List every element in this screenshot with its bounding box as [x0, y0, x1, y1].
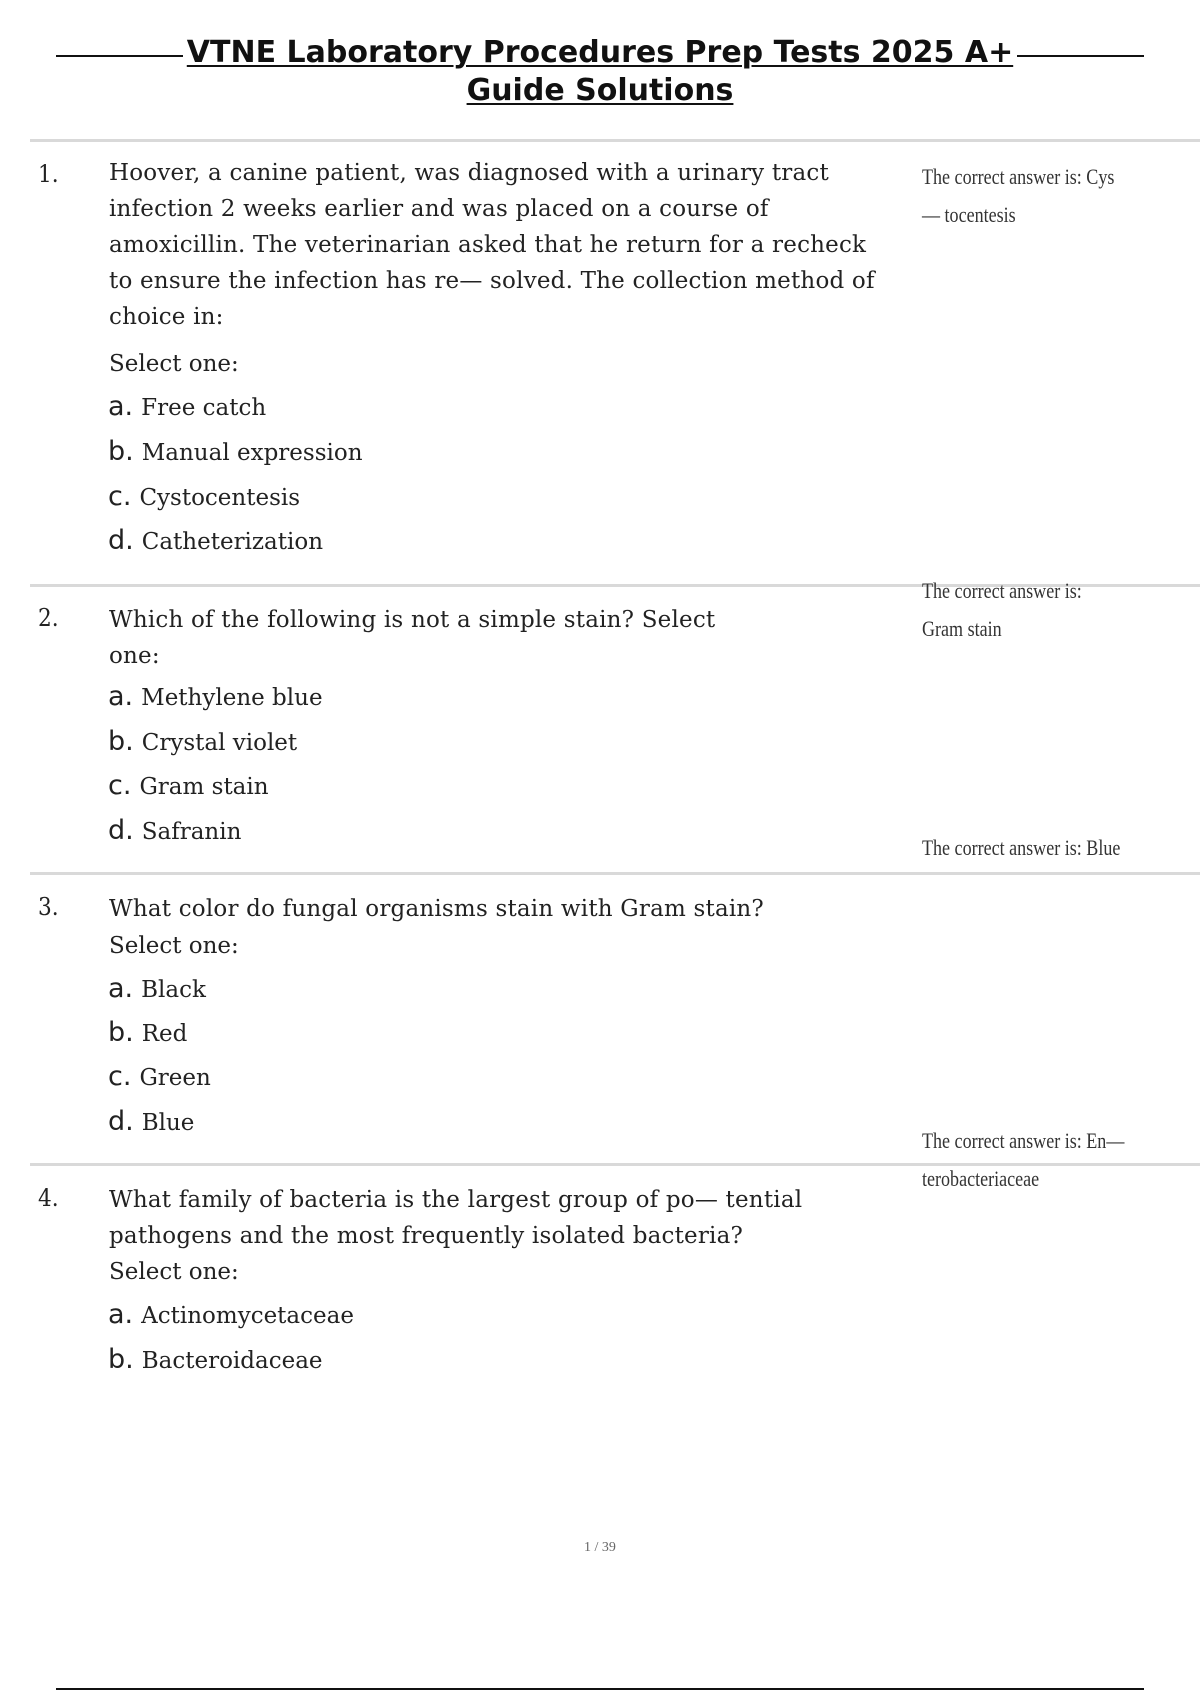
option-text: Free catch	[141, 395, 267, 421]
option-letter: c.	[108, 481, 132, 512]
question-2-answer: The correct answer is: Gram stain	[922, 578, 1082, 641]
question-2-option-a[interactable]	[108, 681, 323, 712]
option-text: Green	[139, 1065, 211, 1091]
option-letter: b.	[108, 436, 134, 467]
question-3-option-d[interactable]	[108, 1106, 194, 1137]
option-text: Crystal violet	[141, 730, 298, 756]
option-letter: d.	[108, 1106, 134, 1137]
option-letter: a.	[108, 973, 134, 1004]
question-4-option-a[interactable]	[108, 1299, 354, 1330]
question-3-answer: The correct answer is: Blue	[922, 835, 1121, 860]
option-text: Methylene blue	[141, 685, 323, 711]
question-1-select-label: Select one:	[109, 351, 239, 377]
section-divider	[30, 872, 1200, 875]
question-2-option-d[interactable]	[108, 815, 241, 846]
option-text: Red	[141, 1021, 188, 1047]
option-text: Manual expression	[141, 440, 363, 466]
question-3-number: 3.	[38, 893, 59, 921]
option-letter: a.	[108, 681, 134, 712]
option-text: Bacteroidaceae	[141, 1348, 323, 1374]
question-1-option-d[interactable]	[108, 525, 323, 556]
bottom-rule	[56, 1688, 1144, 1690]
question-1-text: Hoover, a canine patient, was diagnosed with a urinary tract infection 2 weeks earlier and was placed on a course of amoxicillin. The veterinarian asked that he return for a recheck to ensure the infection has re— solved. The collection method of choice in:	[109, 160, 875, 330]
option-text: Catheterization	[141, 529, 324, 555]
option-letter: a.	[108, 391, 134, 422]
option-text: Safranin	[141, 819, 242, 845]
option-text: Black	[141, 977, 206, 1003]
option-text: Cystocentesis	[139, 485, 301, 511]
question-2-number: 2.	[38, 604, 59, 632]
question-4-select-label: Select one:	[109, 1259, 239, 1285]
question-3-text: What color do fungal organisms stain with Gram stain?	[109, 896, 764, 922]
title-line-1: VTNE Laboratory Procedures Prep Tests 2025 A+	[183, 34, 1017, 72]
option-letter: b.	[108, 1344, 134, 1375]
option-letter: d.	[108, 525, 134, 556]
option-letter: b.	[108, 1017, 134, 1048]
question-4-answer: The correct answer is: En— terobacteriaceae	[922, 1128, 1125, 1191]
question-3-select-label: Select one:	[109, 933, 239, 959]
option-text: Actinomycetaceae	[141, 1303, 354, 1329]
question-3-option-c[interactable]	[108, 1061, 211, 1092]
question-1-option-a[interactable]	[108, 391, 266, 422]
question-1-option-c[interactable]	[108, 481, 300, 512]
option-letter: c.	[108, 1061, 132, 1092]
question-2-option-b[interactable]	[108, 726, 297, 757]
option-text: Gram stain	[139, 774, 269, 800]
question-1-number: 1.	[38, 160, 59, 188]
question-2-text: Which of the following is not a simple stain? Select one:	[109, 607, 716, 669]
page-number: 1 / 39	[584, 1540, 616, 1555]
document-title	[0, 34, 1200, 110]
option-letter: c.	[108, 770, 132, 801]
question-3-option-b[interactable]	[108, 1017, 187, 1048]
question-1-option-b[interactable]	[108, 436, 363, 467]
question-4-number: 4.	[38, 1184, 59, 1212]
option-letter: a.	[108, 1299, 134, 1330]
option-text: Blue	[141, 1110, 195, 1136]
option-letter: d.	[108, 815, 134, 846]
question-4-option-b[interactable]	[108, 1344, 323, 1375]
question-3-option-a[interactable]	[108, 973, 206, 1004]
question-1-answer: The correct answer is: Cys— tocentesis	[922, 164, 1115, 227]
question-4-text: What family of bacteria is the largest group of po— tential pathogens and the most frequently isolated bacteria?	[109, 1187, 803, 1249]
question-2-option-c[interactable]	[108, 770, 269, 801]
section-divider	[30, 139, 1200, 142]
option-letter: b.	[108, 726, 134, 757]
title-line-2: Guide Solutions	[463, 72, 738, 110]
